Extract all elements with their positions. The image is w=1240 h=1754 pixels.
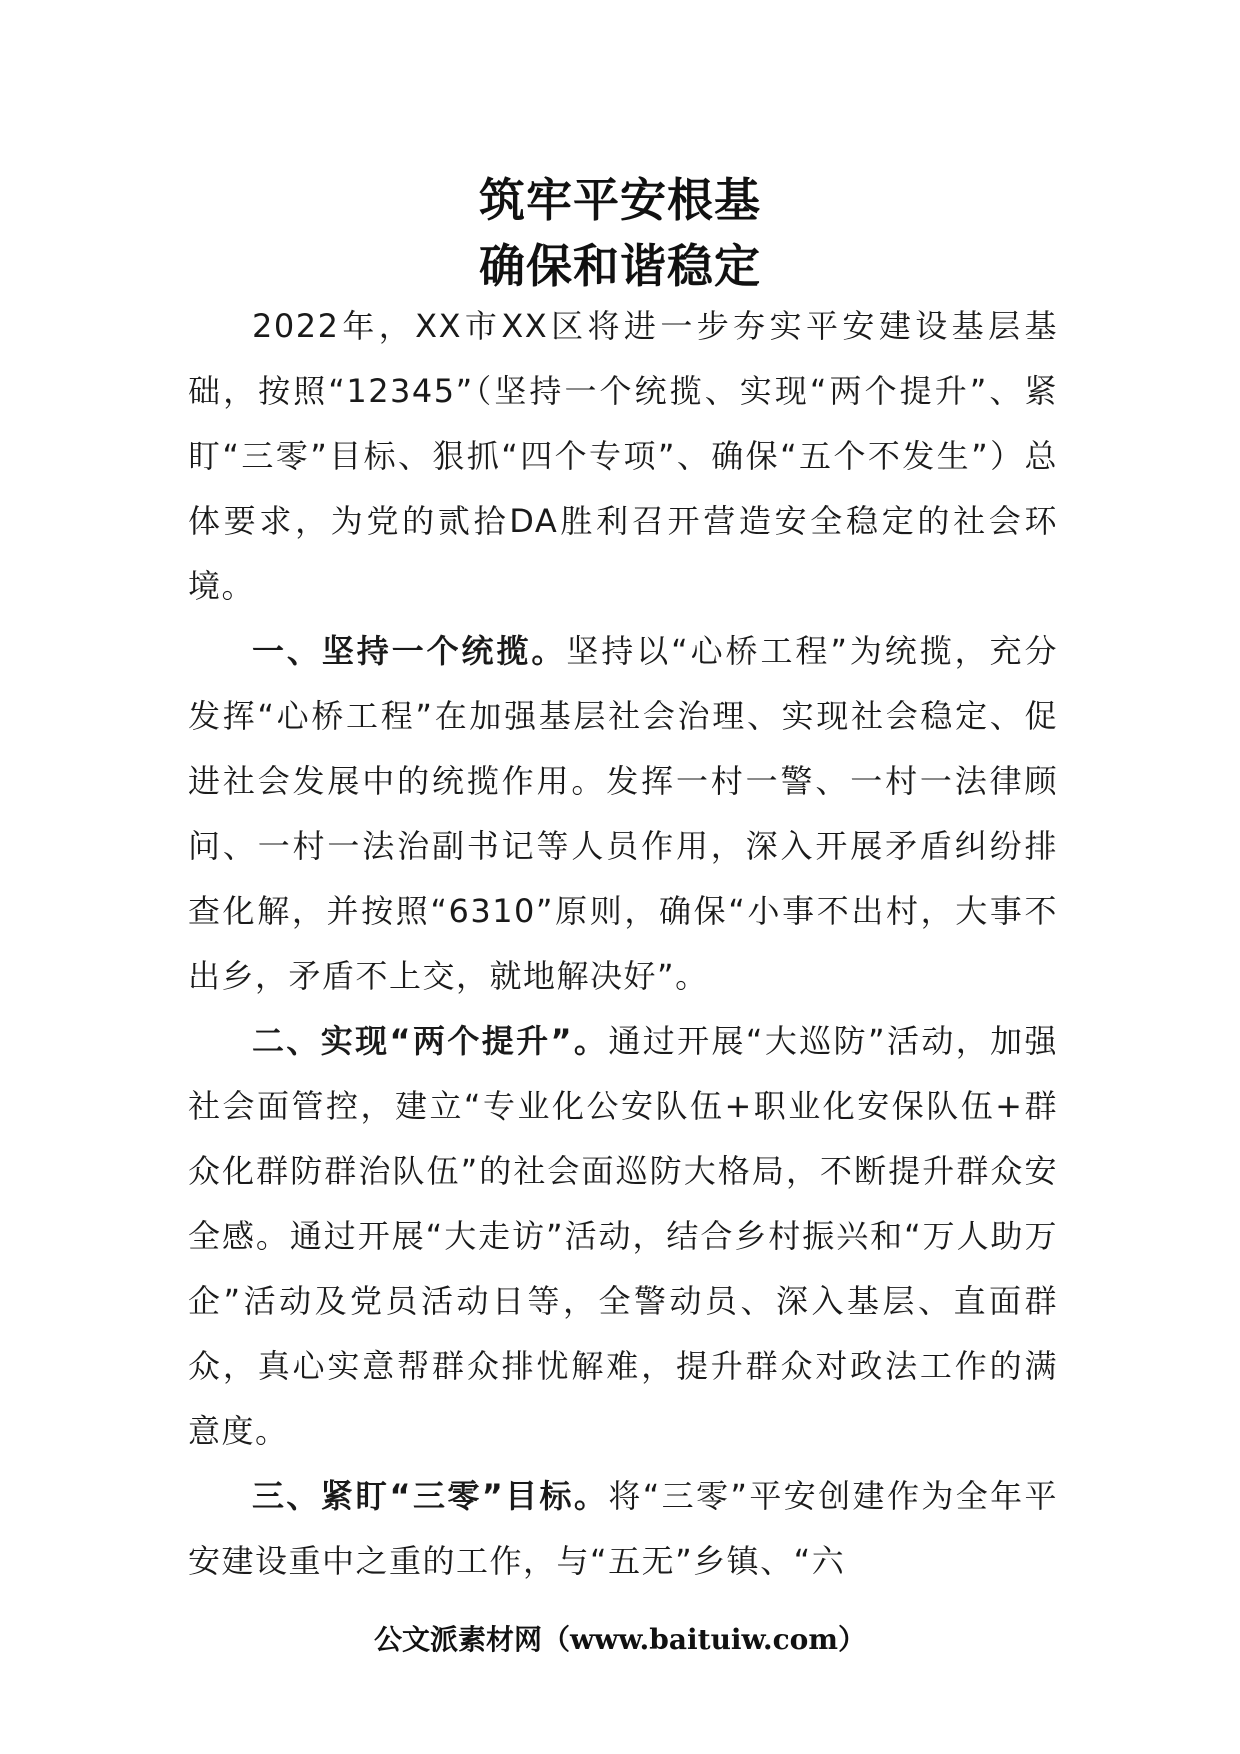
paragraph-intro [188, 294, 1058, 619]
paragraph-section-2 [188, 1009, 1058, 1464]
paragraph-text: 通过开展“大巡防”活动，加强社会面管控，建立“专业化公安队伍+职业化安保队伍+群众化群防群治队伍”的社会面巡防大格局，不断提升群众安全感。通过开展“大走访”活动，结合乡村振兴和“万人助万企”活动及党员活动日等，全警动员、深入基层、直面群众，真心实意帮群众排忧解难，提升群众对政法工作的满意度。 [188, 1022, 1058, 1450]
paragraph-text: 将“三零”平安创建作为全年平安建设重中之重的工作，与“五无”乡镇、“六 [188, 1477, 1058, 1580]
section-heading: 二、实现“两个提升”。 [252, 1022, 609, 1060]
section-heading: 三、紧盯“三零”目标。 [252, 1477, 609, 1515]
section-heading: 一、坚持一个统揽。 [252, 632, 567, 670]
document-body [188, 294, 1058, 1594]
paragraph-text: 2022年，XX市XX区将进一步夯实平安建设基层基础，按照“12345”（坚持一个统揽、实现“两个提升”、紧盯“三零”目标、狠抓“四个专项”、确保“五个不发生”）总体要求，为党的贰拾DA胜利召开营造安全稳定的社会环境。 [188, 307, 1058, 605]
footer-watermark-text: 公文派素材网（www.baituiw.com） [374, 1623, 866, 1656]
document-title-line-1: 筑牢平安根基 [479, 173, 761, 227]
paragraph-text: 坚持以“心桥工程”为统揽，充分发挥“心桥工程”在加强基层社会治理、实现社会稳定、促进社会发展中的统揽作用。发挥一村一警、一村一法律顾问、一村一法治副书记等人员作用，深入开展矛盾纠纷排查化解，并按照“6310”原则，确保“小事不出村，大事不出乡，矛盾不上交，就地解决好”。 [188, 632, 1058, 995]
document-title-line-2: 确保和谐稳定 [479, 239, 761, 293]
paragraph-section-3 [188, 1464, 1058, 1594]
paragraph-section-1 [188, 619, 1058, 1009]
